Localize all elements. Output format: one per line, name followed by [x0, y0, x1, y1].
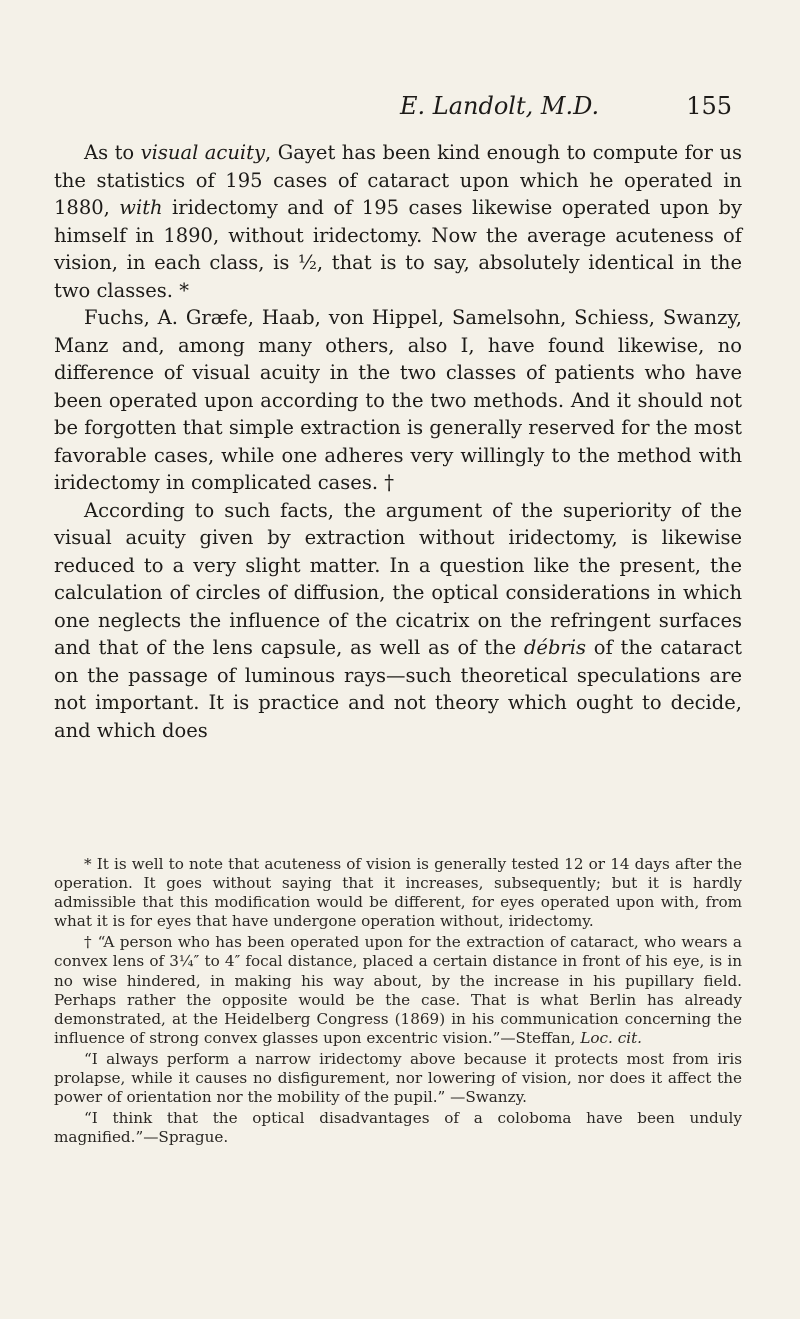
footnote-sprague-quote: “I think that the optical disadvantages of a coloboma have been unduly magnified.”—Sprague. — [54, 1109, 742, 1147]
footnote-dagger — [54, 933, 742, 1048]
footnote-swanzy-quote: “I always perform a narrow iridectomy above because it protects most from iris prolapse, while it causes no disfigurement, nor lowering of vision, nor does it affect the power of orientation nor the mobility of the pupil.” —Swanzy. — [54, 1049, 742, 1107]
emphasis-text: with — [119, 196, 163, 219]
text-span: , that is to say, absolutely identical in the two classes. * — [54, 251, 742, 302]
main-text — [54, 139, 742, 744]
emphasis-text: visual acuity — [140, 141, 266, 164]
paragraph-visual-acuity — [54, 139, 742, 304]
emphasis-text: débris — [523, 636, 586, 659]
text-span: According to such facts, the argument of the superiority of the visual acuity given by extraction without iridectomy, is likewise reduced to a very slight matter. In a question like the present, the calculation of circles of diffusion, the optical considerations in which one neglects the influence of the cicatrix on the refringent surfaces and that of the lens capsule, as well as of the — [54, 498, 742, 659]
fraction: ½ — [297, 251, 317, 274]
text-span: , Gayet has been kind enough to compute for us the statistics of 195 cases of cataract upon which he operated in 1880, — [54, 141, 743, 219]
text-span: † “A person who has been operated upon for the extraction of cataract, who wears a convex lens of 3¼″ to 4″ focal distance, placed a certain distance in front of his eye, is in no wise hindered, in making his way about, by the increase in his pupillary field. Perhaps rather the opposite would be the case. That is what Berlin has already demonstrated, at the Heidelberg Congress (1869) in his communication concerning the influence of strong convex glasses upon excentric vision.”—Steffan, — [54, 933, 742, 1047]
footnotes — [54, 855, 742, 1147]
text-span: iridectomy and of 195 cases likewise operated upon by himself in 1890, without iridectomy. Now the average acuteness of vision, in each class, is — [54, 196, 742, 274]
emphasis-text: Loc. cit. — [580, 1028, 642, 1047]
paragraph-other-surgeons: Fuchs, A. Græfe, Haab, von Hippel, Samelsohn, Schiess, Swanzy, Manz and, among many others, also I, have found likewise, no difference of visual acuity in the two classes of patients who have been operated upon according to the two methods. And it should not be forgotten that simple extraction is generally reserved for the most favorable cases, while one adheres very willingly to the method with iridectomy in complicated cases. † — [54, 306, 742, 494]
paragraph-argument — [54, 497, 742, 745]
text-span: of the cataract on the passage of luminous rays—such theoretical speculations are not important. It is practice and not theory which ought to decide, and which does — [54, 636, 742, 742]
footnote-asterisk: * It is well to note that acuteness of vision is generally tested 12 or 14 days after the operation. It goes without saying that it increases, subsequently; but it is hardly admissible that this modification would be different, for eyes operated upon with, from what it is for eyes that have undergone operation without, iridectomy. — [54, 855, 742, 931]
running-head: E. Landolt, M.D. — [400, 92, 600, 120]
text-span: As to — [84, 141, 141, 164]
page-number: 155 — [686, 92, 732, 120]
page-header — [0, 92, 800, 132]
